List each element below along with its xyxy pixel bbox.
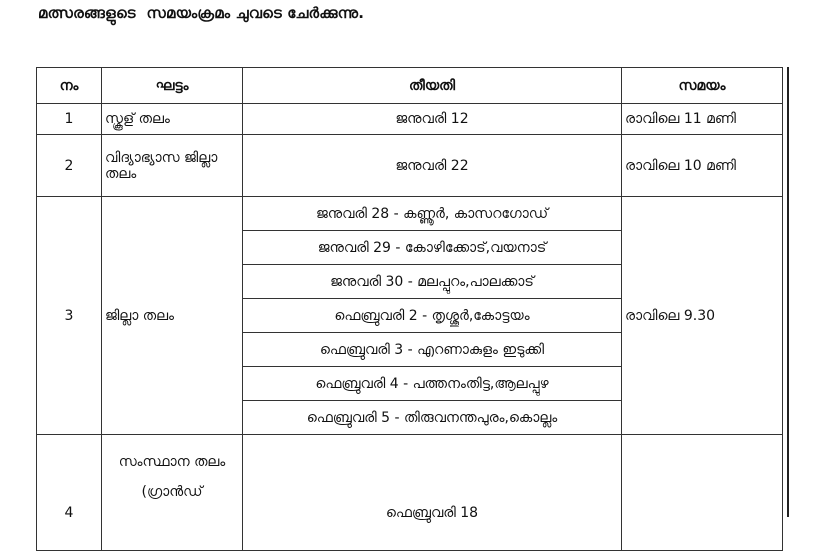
schedule-table (36, 67, 783, 551)
row-date: ജനുവരി 12 (243, 104, 622, 135)
header-level: ഘട്ടം (102, 68, 243, 104)
row-level: ജില്ലാ തലം (102, 197, 243, 435)
row-level: സംസ്ഥാന തലം (ഗ്രാൻഡ് (102, 435, 243, 551)
table-row (37, 197, 783, 231)
row-time: രാവിലെ 9.30 (622, 197, 783, 435)
row-date: ഫെബ്രുവരി 18 (243, 435, 622, 551)
row-date: ഫെബ്രുവരി 2 - തൃശ്ശൂർ,കോട്ടയം (243, 299, 622, 333)
row-date: ജനുവരി 22 (243, 135, 622, 197)
header-no: നം (37, 68, 102, 104)
row-time: രാവിലെ 11 മണി (622, 104, 783, 135)
page-border-line (787, 67, 789, 517)
table-header-row (37, 68, 783, 104)
table-row (37, 104, 783, 135)
row-date: ജനുവരി 30 - മലപ്പുറം,പാലക്കാട് (243, 265, 622, 299)
table-row (37, 435, 783, 551)
header-date: തീയതി (243, 68, 622, 104)
row-date: ഫെബ്രുവരി 3 - എറണാകുളം ഇടുക്കി (243, 333, 622, 367)
row-level: വിദ്യാഭ്യാസ ജില്ലാ തലം (102, 135, 243, 197)
row-no: 1 (37, 104, 102, 135)
row-date: ഫെബ്രുവരി 5 - തിരുവനന്തപുരം,കൊല്ലം (243, 401, 622, 435)
row-date: ജനുവരി 29 - കോഴിക്കോട്,വയനാട് (243, 231, 622, 265)
header-time: സമയം (622, 68, 783, 104)
row-date: ജനുവരി 28 - കണ്ണൂർ, കാസറഗോഡ് (243, 197, 622, 231)
row-no: 4 (37, 435, 102, 551)
row-time (622, 435, 783, 551)
row-time: രാവിലെ 10 മണി (622, 135, 783, 197)
row-date: ഫെബ്രുവരി 4 - പത്തനംതിട്ട,ആലപ്പുഴ (243, 367, 622, 401)
row-no: 2 (37, 135, 102, 197)
document-heading: മത്സരങ്ങളുടെ സമയംക്രമം ചുവടെ ചേർക്കുന്നു. (38, 4, 365, 22)
table-row (37, 135, 783, 197)
row-level: സ്കൂള് തലം (102, 104, 243, 135)
row-no: 3 (37, 197, 102, 435)
